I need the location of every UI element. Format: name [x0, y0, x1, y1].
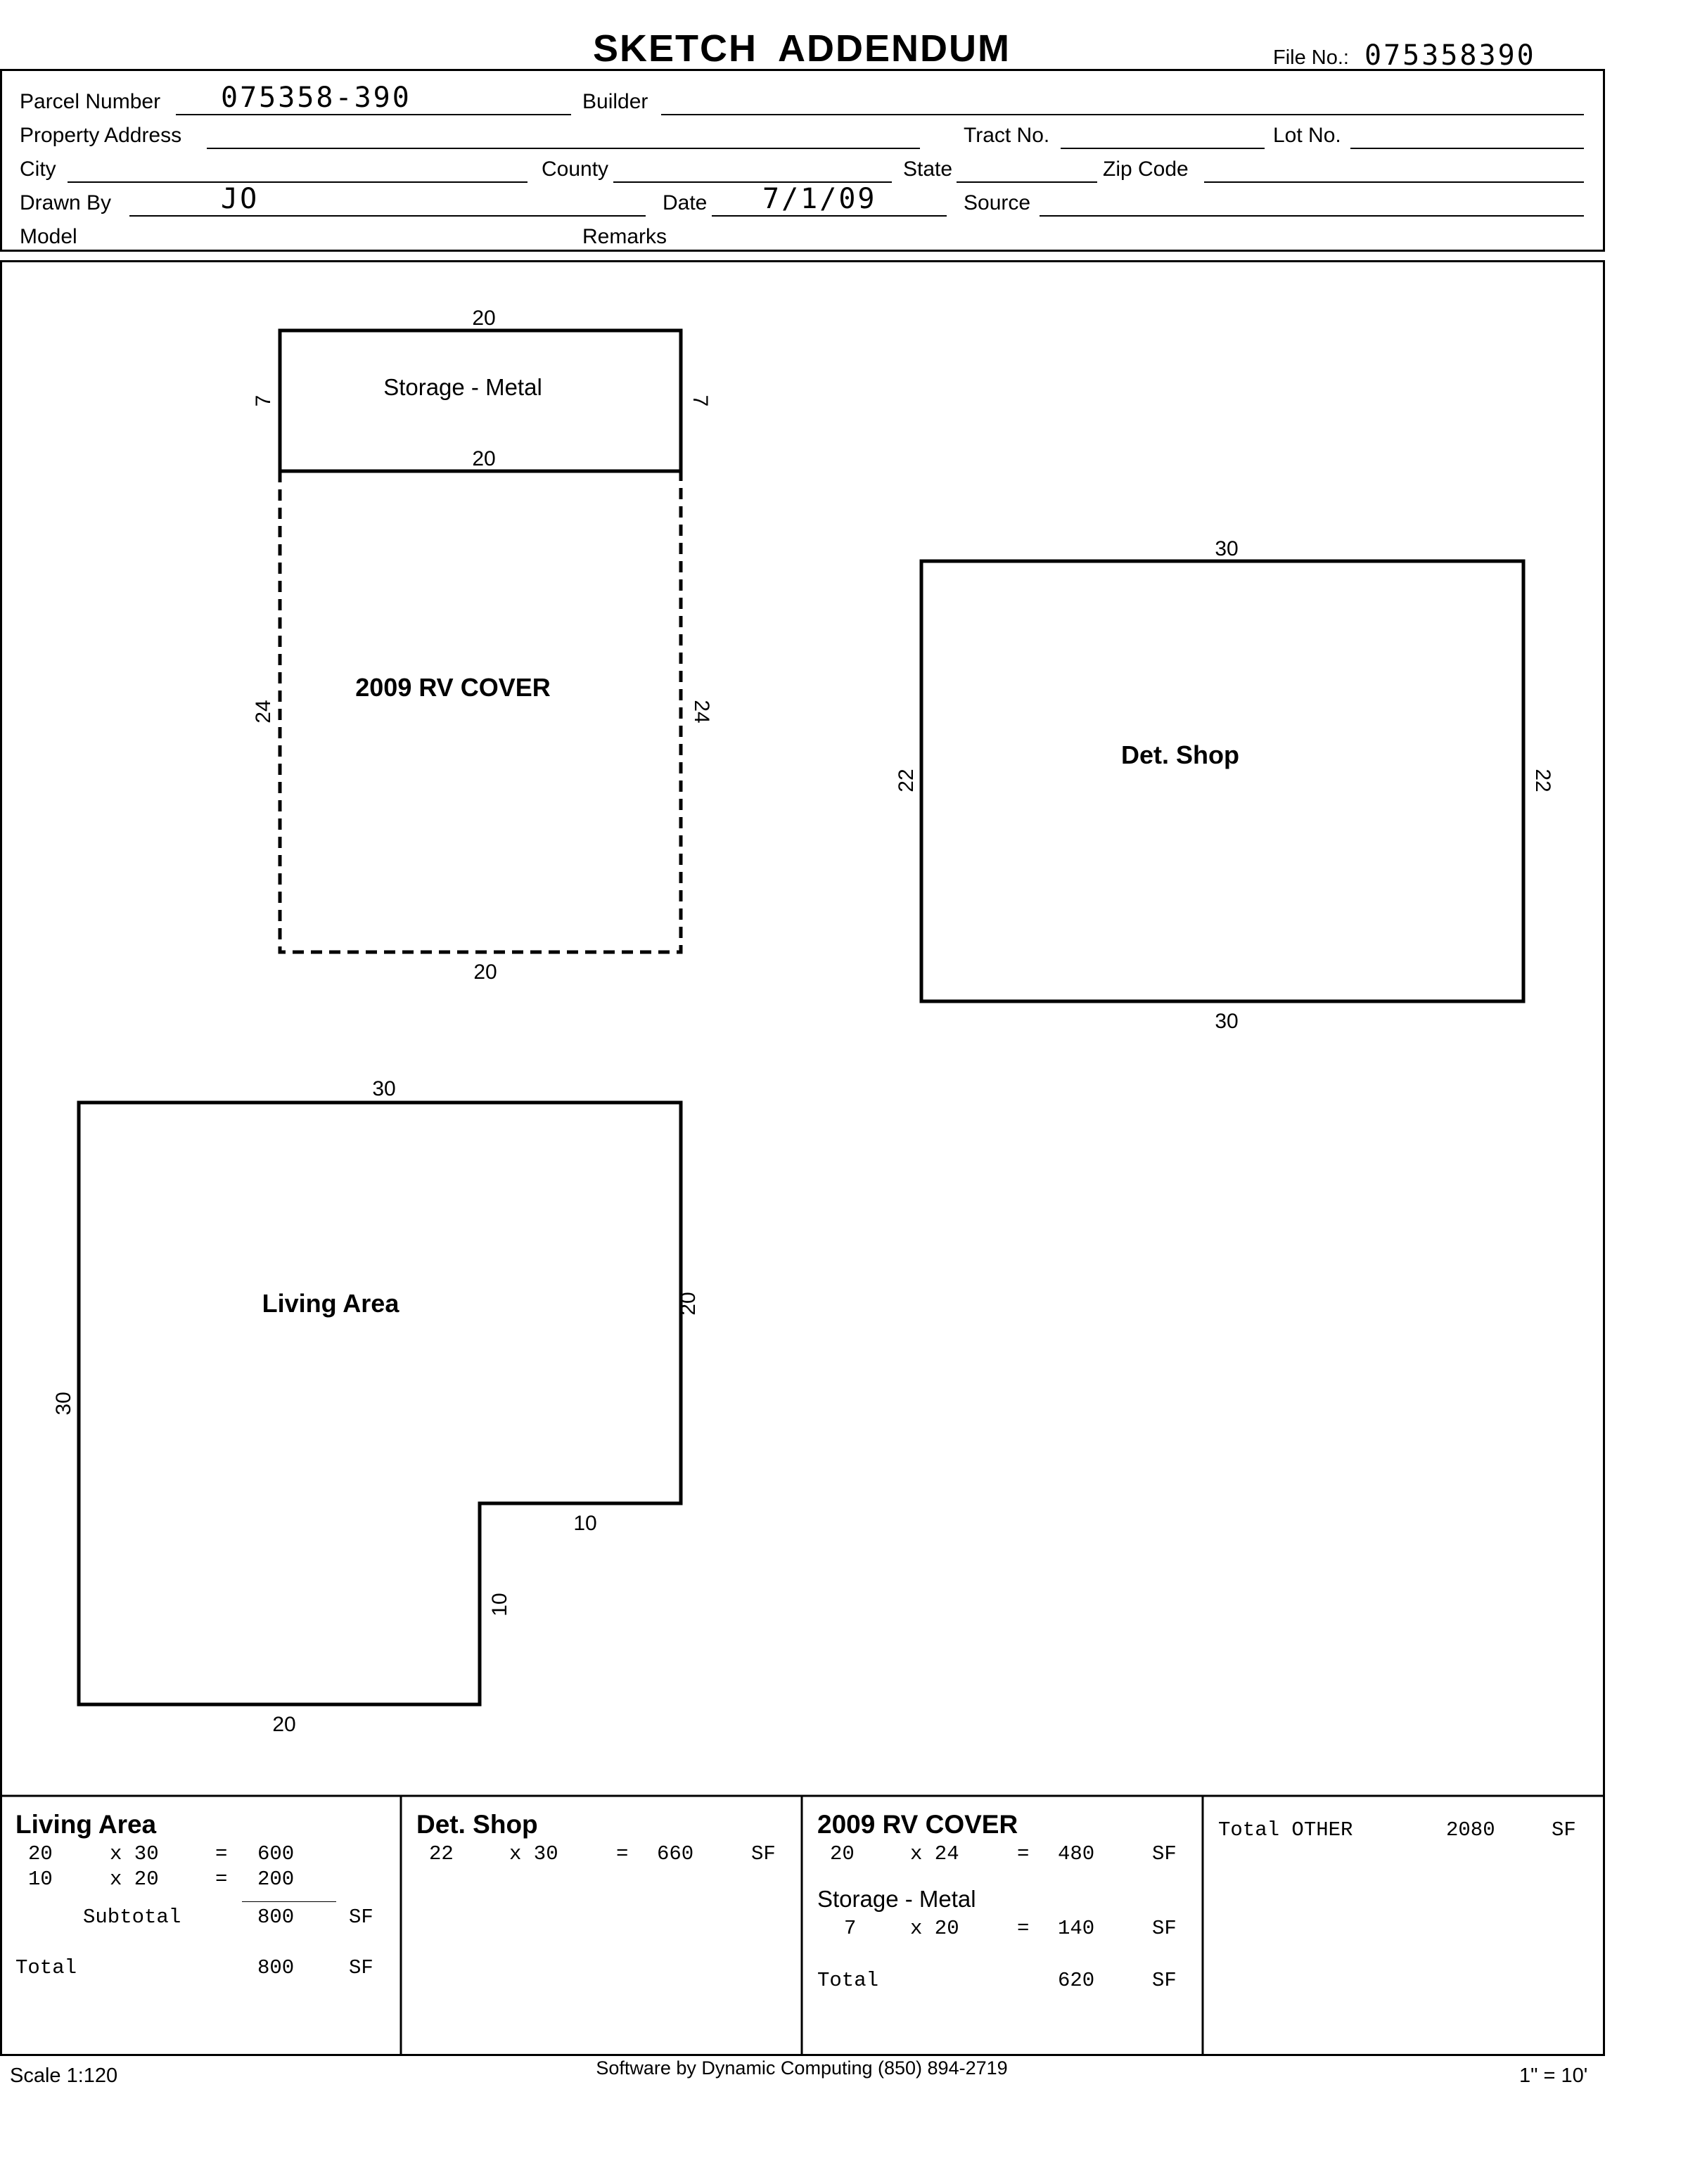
date-value: 7/1/09 — [762, 183, 877, 215]
storage-bottom-dim: 20 — [472, 447, 496, 470]
file-no-label: File No.: — [1273, 46, 1349, 69]
rv-bottom-dim: 20 — [473, 961, 497, 984]
calc-storage-x: x 20 — [910, 1917, 959, 1940]
calc-rv-total: 620 — [1058, 1969, 1095, 1992]
calc-rv-total-sf: SF — [1152, 1969, 1177, 1992]
calc-shop-title: Det. Shop — [416, 1810, 538, 1839]
calc-living-subtotal-sf: SF — [349, 1906, 373, 1929]
calc-other-label: Total OTHER — [1218, 1818, 1353, 1842]
calc-living-subtotal: 800 — [257, 1906, 295, 1929]
shop-right-dim: 22 — [1531, 769, 1554, 792]
date-label: Date — [663, 191, 708, 214]
calc-other-value: 2080 — [1446, 1818, 1495, 1842]
living-inner-v-dim: 10 — [488, 1593, 511, 1617]
det-shop-shape — [921, 561, 1523, 1001]
calc-living-row-2-eq: = — [215, 1868, 228, 1891]
calc-rv-x: x 24 — [910, 1842, 959, 1865]
calc-living-total: 800 — [257, 1956, 295, 1979]
calc-rv-a: 20 — [830, 1842, 855, 1865]
rv-cover-shape — [280, 471, 681, 952]
calc-storage-sf: SF — [1152, 1917, 1177, 1940]
storage-left-dim: 7 — [252, 394, 275, 407]
shop-top-dim: 30 — [1215, 537, 1239, 560]
calc-living-row-1-v: 600 — [257, 1842, 295, 1865]
software-credit: Software by Dynamic Computing (850) 894-2719 — [596, 2057, 1008, 2079]
drawn-by-value: JO — [221, 183, 260, 215]
calc-shop-sf: SF — [751, 1842, 776, 1865]
calc-living-row-2-v: 200 — [257, 1868, 295, 1891]
calc-other-sf: SF — [1552, 1818, 1576, 1842]
drawn-by-label: Drawn By — [20, 191, 112, 214]
rv-cover-label: 2009 RV COVER — [355, 673, 551, 702]
calc-rv-title: 2009 RV COVER — [817, 1810, 1018, 1839]
parcel-number-label: Parcel Number — [20, 90, 161, 113]
rv-right-dim: 24 — [690, 700, 713, 724]
tract-no-label: Tract No. — [964, 124, 1050, 147]
calc-rv-v: 480 — [1058, 1842, 1095, 1865]
city-label: City — [20, 158, 56, 181]
model-label: Model — [20, 225, 77, 248]
builder-label: Builder — [582, 90, 648, 113]
scale-label: Scale 1:120 — [10, 2064, 118, 2087]
state-label: State — [903, 158, 953, 181]
calc-living-row-1-x: x 30 — [110, 1842, 159, 1865]
rv-left-dim: 24 — [252, 700, 275, 724]
living-right-dim: 20 — [677, 1292, 700, 1316]
property-address-label: Property Address — [20, 124, 182, 147]
living-bottom-dim: 20 — [272, 1713, 296, 1736]
living-inner-h-dim: 10 — [573, 1512, 597, 1535]
living-left-dim: 30 — [52, 1392, 75, 1415]
shop-bottom-dim: 30 — [1215, 1010, 1239, 1033]
det-shop-label: Det. Shop — [1121, 740, 1239, 769]
lot-no-label: Lot No. — [1273, 124, 1341, 147]
calc-living-row-2-a: 10 — [28, 1868, 53, 1891]
calc-living-row-2-x: x 20 — [110, 1868, 159, 1891]
calc-storage-v: 140 — [1058, 1917, 1095, 1940]
remarks-label: Remarks — [582, 225, 667, 248]
calc-storage-a: 7 — [844, 1917, 857, 1940]
calc-storage-eq: = — [1017, 1917, 1030, 1940]
county-label: County — [542, 158, 609, 181]
page-title: SKETCH ADDENDUM — [593, 27, 1011, 70]
calc-living-row-1-a: 20 — [28, 1842, 53, 1865]
calc-rv-eq: = — [1017, 1842, 1030, 1865]
calc-shop-v: 660 — [657, 1842, 694, 1865]
shop-left-dim: 22 — [895, 769, 918, 792]
storage-right-dim: 7 — [689, 394, 712, 407]
calc-living-total-label: Total — [15, 1956, 77, 1979]
calc-shop-a: 22 — [429, 1842, 454, 1865]
calc-shop-eq: = — [616, 1842, 629, 1865]
calc-rv-total-label: Total — [817, 1969, 879, 1992]
calc-living-title: Living Area — [15, 1810, 157, 1839]
scale-ratio: 1" = 10' — [1519, 2064, 1588, 2087]
storage-top-dim: 20 — [472, 307, 496, 330]
calc-storage-title: Storage - Metal — [817, 1886, 976, 1912]
zip-code-label: Zip Code — [1103, 158, 1189, 181]
calc-living-total-sf: SF — [349, 1956, 373, 1979]
file-no-value: 075358390 — [1364, 39, 1536, 72]
calc-rv-sf: SF — [1152, 1842, 1177, 1865]
calc-living-row-1-eq: = — [215, 1842, 228, 1865]
parcel-number-value: 075358-390 — [221, 82, 411, 114]
source-label: Source — [964, 191, 1031, 214]
calc-shop-x: x 30 — [509, 1842, 558, 1865]
living-area-shape — [79, 1103, 681, 1704]
living-top-dim: 30 — [372, 1077, 396, 1100]
living-area-label: Living Area — [262, 1289, 399, 1318]
calc-living-subtotal-label: Subtotal — [83, 1906, 181, 1929]
storage-metal-label: Storage - Metal — [383, 374, 542, 400]
